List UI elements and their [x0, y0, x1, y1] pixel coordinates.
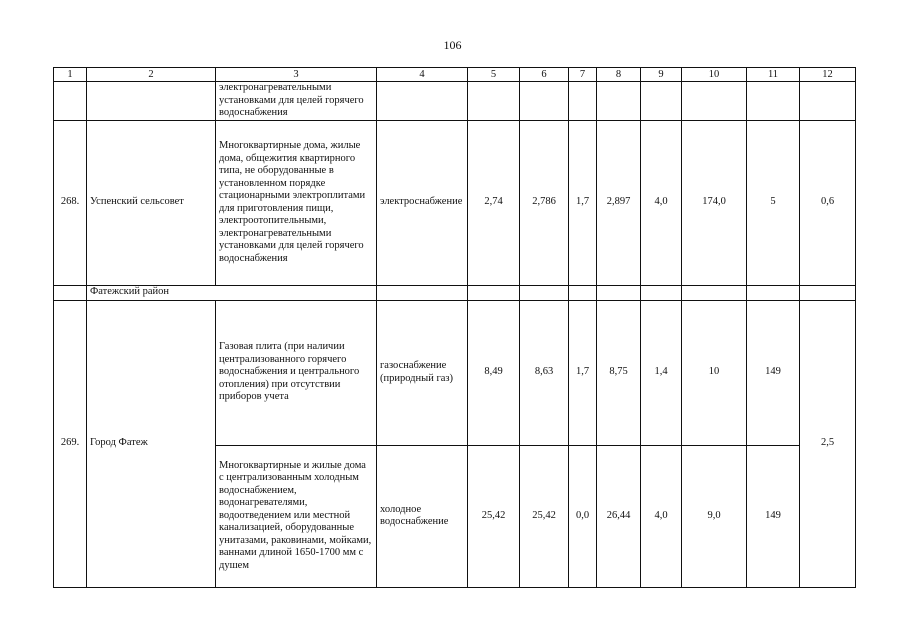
column-number: 5	[468, 68, 520, 82]
column-number: 10	[682, 68, 747, 82]
column-number: 2	[87, 68, 216, 82]
column-number: 1	[54, 68, 87, 82]
value-col11: 5	[747, 120, 800, 285]
row-number: 268.	[54, 120, 87, 285]
value-col6: 25,42	[520, 445, 569, 587]
service-type: холодное водоснабжение	[377, 445, 468, 587]
value-col12: 0,6	[800, 120, 856, 285]
row-number: 269.	[54, 300, 87, 587]
column-number: 4	[377, 68, 468, 82]
column-number: 9	[641, 68, 682, 82]
value-col9: 4,0	[641, 445, 682, 587]
page-number: 106	[443, 38, 462, 52]
table-row	[54, 120, 856, 285]
value-col8: 8,75	[597, 300, 641, 445]
value-col7: 1,7	[569, 300, 597, 445]
service-type: электроснабжение	[377, 120, 468, 285]
value-col12: 2,5	[800, 300, 856, 587]
row-description: электронагревательными установками для целей горячего водоснабжения	[216, 82, 377, 121]
settlement-name: Город Фатеж	[87, 300, 216, 587]
table-row	[54, 82, 856, 121]
value-col6: 8,63	[520, 300, 569, 445]
value-col5: 25,42	[468, 445, 520, 587]
region-name: Фатежский район	[87, 285, 377, 300]
value-col10: 10	[682, 300, 747, 445]
value-col8: 2,897	[597, 120, 641, 285]
service-type: газоснабжение (природный газ)	[377, 300, 468, 445]
row-description: Многоквартирные и жилые дома с централизованным холодным водоснабжением, водонагревателями, водоотведением или местной канализацией, оборудованные унитазами, раковинами, мойками, ваннами длиной 1650-1700 мм с душем	[216, 445, 377, 587]
column-number: 7	[569, 68, 597, 82]
settlement-name: Успенский сельсовет	[87, 120, 216, 285]
value-col11: 149	[747, 300, 800, 445]
value-col9: 4,0	[641, 120, 682, 285]
value-col10: 174,0	[682, 120, 747, 285]
column-number: 12	[800, 68, 856, 82]
value-col5: 8,49	[468, 300, 520, 445]
table-row	[54, 300, 856, 445]
value-col10: 9,0	[682, 445, 747, 587]
row-description: Газовая плита (при наличии централизованного горячего водоснабжения и центрального отопления) при отсутствии приборов учета	[216, 300, 377, 445]
value-col8: 26,44	[597, 445, 641, 587]
value-col11: 149	[747, 445, 800, 587]
tariff-table	[53, 67, 856, 588]
value-col7: 0,0	[569, 445, 597, 587]
value-col5: 2,74	[468, 120, 520, 285]
column-number: 11	[747, 68, 800, 82]
row-description: Многоквартирные дома, жилые дома, общежития квартирного типа, не оборудованные в установленном порядке стационарными электроплитами для приготовления пищи, электроотопительными, электронагревательными установками для целей горячего водоснабжения	[216, 120, 377, 285]
column-number: 6	[520, 68, 569, 82]
value-col9: 1,4	[641, 300, 682, 445]
column-number: 3	[216, 68, 377, 82]
column-number-row	[54, 68, 856, 82]
region-row	[54, 285, 856, 300]
column-number: 8	[597, 68, 641, 82]
value-col6: 2,786	[520, 120, 569, 285]
value-col7: 1,7	[569, 120, 597, 285]
